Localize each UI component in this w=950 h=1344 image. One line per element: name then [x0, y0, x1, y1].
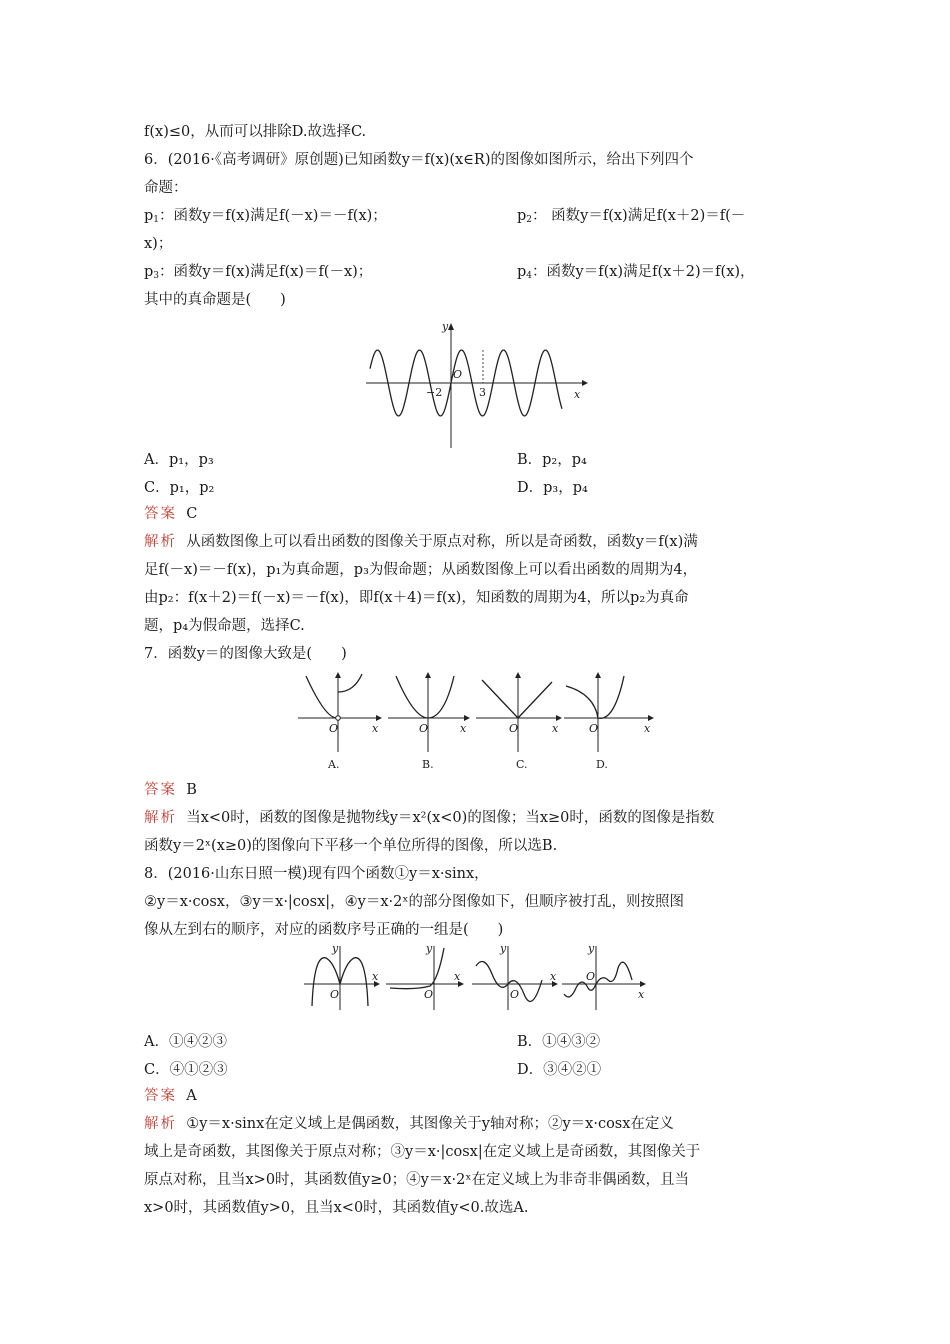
svg-text:x: x	[638, 988, 645, 1001]
q6-stem-line1: 6．(2016·《高考调研》原创题)已知函数y＝f(x)(x∈R)的图像如图所示，给出下列四个	[144, 152, 694, 168]
svg-text:x: x	[454, 970, 461, 983]
svg-text:y: y	[426, 942, 433, 955]
q6-p2: $p_2$： 函数y＝f(x)满足f(x＋2)＝f(－	[517, 208, 746, 225]
q8-solution-line2: 域上是奇函数，其图像关于原点对称；③y＝x·|cosx|在定义域上是奇函数，其图像关于	[144, 1144, 701, 1160]
q6-axis-x-label: x	[574, 388, 581, 401]
svg-text:O: O	[419, 722, 429, 735]
q8-graph-1	[304, 942, 380, 1010]
q7-solution-line1: 解析 当x<0时，函数的图像是抛物线y＝x²(x<0)的图像；当x≥0时，函数的图像是指数	[144, 810, 715, 826]
q8-graph-4	[562, 942, 646, 1010]
q7-label-d: D.	[596, 758, 608, 771]
q6-option-c: C．p₁，p₂	[144, 480, 215, 496]
q6-option-b: B．p₂，p₄	[517, 452, 587, 468]
q6-axis-y-label: y	[442, 320, 449, 333]
q7-graph-a	[298, 672, 382, 771]
q8-answer: 答案 A	[144, 1088, 197, 1104]
q7-answer: 答案 B	[144, 782, 197, 798]
q8-stem-line2: ②y＝x·cosx，③y＝x·|cosx|，④y＝x·2ˣ的部分图像如下，但顺序被打乱，则按照图	[144, 894, 685, 910]
svg-text:O: O	[330, 988, 340, 1001]
svg-text:x: x	[552, 722, 559, 735]
q8-stem-line3: 像从左到右的顺序，对应的函数序号正确的一组是( )	[144, 922, 504, 938]
q7-stem: 7．函数y＝的图像大致是( )	[144, 646, 347, 662]
q7-label-a: A.	[328, 758, 340, 771]
q8-solution-line1: 解析 ①y＝x·sinx在定义域上是偶函数，其图像关于y轴对称；②y＝x·cosx在定义	[144, 1116, 674, 1132]
q8-option-a: A．①④②③	[144, 1034, 227, 1050]
svg-text:x: x	[460, 722, 467, 735]
svg-text:O: O	[424, 988, 434, 1001]
q5-tail: f(x)≤0，从而可以排除D.故选择C.	[144, 124, 367, 140]
q6-p2-cont: x)；	[144, 236, 173, 252]
q8-solution-line3: 原点对称，且当x>0时，其函数值y≥0；④y＝x·2ˣ在定义域上为非奇非偶函数，且当	[144, 1172, 689, 1188]
svg-text:y: y	[332, 942, 339, 955]
q6-option-d: D．p₃，p₄	[517, 480, 588, 496]
q7-graph-c	[476, 672, 562, 771]
svg-text:O: O	[586, 970, 596, 983]
q8-stem-line1: 8．(2016·山东日照一模)现有四个函数①y＝x·sinx，	[144, 866, 489, 882]
q6-stem-line2: 命题：	[144, 180, 188, 196]
q7-solution-line2: 函数y＝2ˣ(x≥0)的图像向下平移一个单位所得的图像，所以选B.	[144, 838, 558, 854]
q6-origin-label: O	[453, 368, 463, 381]
svg-text:O: O	[510, 988, 520, 1001]
svg-text:O: O	[329, 722, 339, 735]
q8-graph-3	[472, 942, 558, 1010]
svg-text:x: x	[644, 722, 651, 735]
q6-solution-line1: 解析 从函数图像上可以看出函数的图像关于原点对称，所以是奇函数，函数y＝f(x)满	[144, 534, 698, 550]
svg-text:x: x	[372, 722, 379, 735]
q6-tick-3: 3	[479, 386, 486, 399]
q6-solution-line3: 由p₂：f(x＋2)＝f(－x)＝－f(x)，即f(x＋4)＝f(x)，知函数的周期为4，所以p₂为真命	[144, 590, 689, 606]
q8-graph-2	[386, 942, 464, 1010]
q7-graph-d	[564, 672, 654, 771]
q8-option-b: B．①④③②	[517, 1034, 601, 1050]
q6-p4: $p_4$：函数y＝f(x)满足f(x＋2)＝f(x)，	[517, 264, 755, 281]
q7-label-c: C.	[516, 758, 528, 771]
q7-graph-b	[388, 672, 470, 771]
q6-tick-neg2: −2	[426, 386, 443, 399]
q6-answer: 答案 C	[144, 506, 198, 522]
svg-text:y: y	[588, 942, 595, 955]
q8-solution-line4: x>0时，其函数值y>0，且当x<0时，其函数值y<0.故选A.	[144, 1200, 529, 1216]
q6-p1: $p_1$：函数y＝f(x)满足f(－x)＝－f(x)；	[144, 208, 387, 225]
svg-text:x: x	[550, 970, 557, 983]
q8-option-c: C．④①②③	[144, 1062, 228, 1078]
q7-label-b: B.	[422, 758, 434, 771]
q6-solution-line4: 题，p₄为假命题，选择C.	[144, 618, 305, 634]
q8-option-d: D．③④②①	[517, 1062, 602, 1078]
q6-question: 其中的真命题是( )	[144, 292, 286, 308]
q6-p3: $p_3$：函数y＝f(x)满足f(x)＝f(－x)；	[144, 264, 373, 281]
q6-solution-line2: 足f(－x)＝－f(x)，p₁为真命题，p₃为假命题；从函数图像上可以看出函数的周期为4，	[144, 562, 698, 578]
q6-sine-graph	[362, 322, 592, 452]
svg-text:O: O	[589, 722, 599, 735]
q7-graphs	[296, 672, 656, 784]
svg-text:x: x	[372, 970, 379, 983]
svg-text:y: y	[500, 942, 507, 955]
svg-text:O: O	[509, 722, 519, 735]
q8-graphs	[304, 944, 654, 1014]
q6-option-a: A．p₁，p₃	[144, 452, 214, 468]
